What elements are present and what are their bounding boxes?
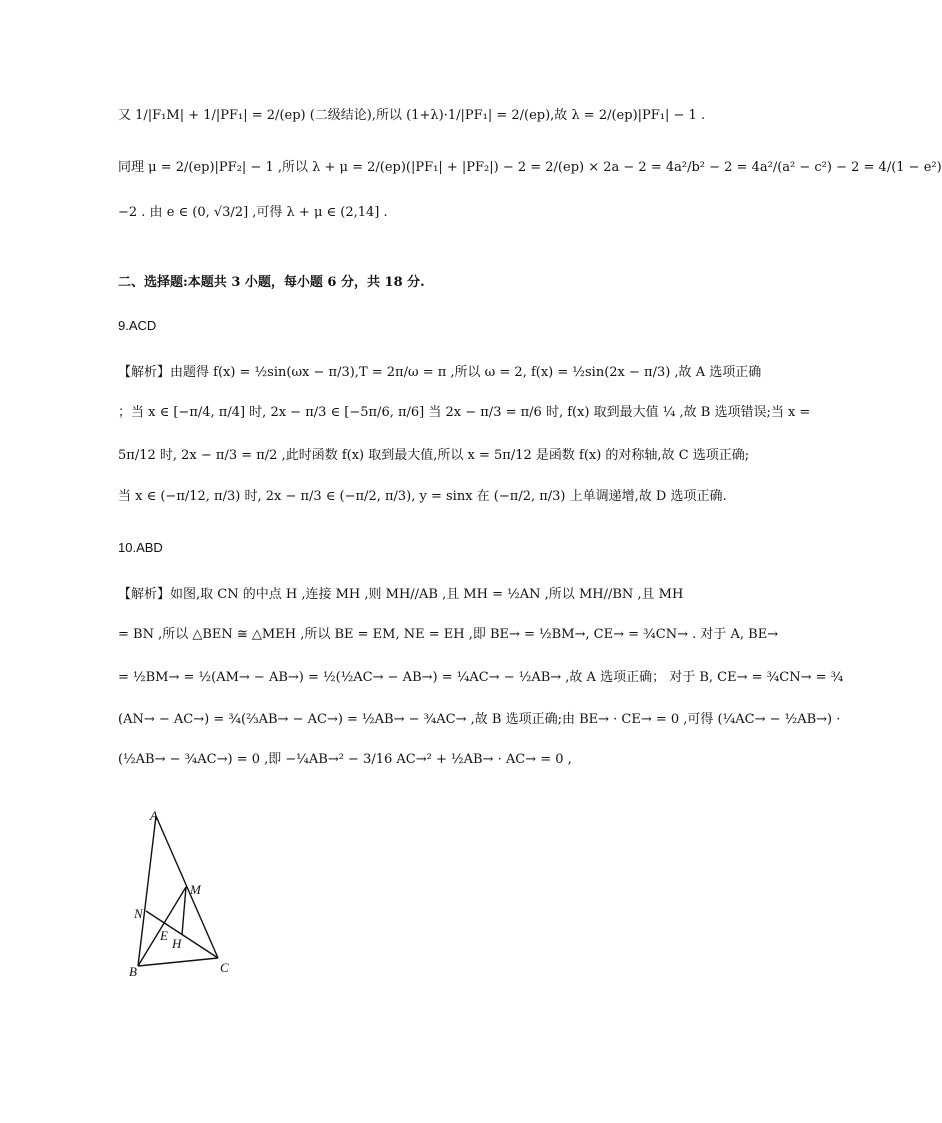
- line-3: −2 . 由 e ∈ (0, √3/2] ,可得 λ + μ ∈ (2,14] .: [118, 205, 388, 220]
- segment-MH: [182, 887, 186, 935]
- line-6: 【解析】由题得 f(x) = ½sin(ωx − π/3),T = 2π/ω = π ,所以 ω = 2, f(x) = ½sin(2x − π/3) ,故 A 选项正确: [118, 365, 762, 380]
- line-7: ；当 x ∈ [−π/4, π/4] 时, 2x − π/3 ∈ [−5π/6, π/6] 当 2x − π/3 = π/6 时, f(x) 取到最大值 ¼ ,故 B 选项错误;当 x =: [118, 405, 811, 420]
- label-E: E: [160, 928, 168, 943]
- label-C: C: [220, 960, 229, 975]
- line-15: (½AB→ − ¾AC→) = 0 ,即 −¼AB→² − 3/16 AC→² + ½AB→ · AC→ = 0 ,: [118, 752, 572, 767]
- segment-BC: [138, 958, 218, 966]
- answer-10: 10.ABD: [118, 540, 163, 555]
- label-A: A: [150, 808, 158, 823]
- line-12: = BN ,所以 △BEN ≅ △MEH ,所以 BE = EM, NE = EH ,即 BE→ = ½BM→, CE→ = ¾CN→ . 对于 A, BE→: [118, 627, 779, 642]
- line-8: 5π/12 时, 2x − π/3 = π/2 ,此时函数 f(x) 取到最大值,所以 x = 5π/12 是函数 f(x) 的对称轴,故 C 选项正确;: [118, 448, 750, 463]
- line-14: (AN→ − AC→) = ¾(⅔AB→ − AC→) = ½AB→ − ¾AC→ ,故 B 选项正确;由 BE→ · CE→ = 0 ,可得 (¼AC→ − ½AB→) ·: [118, 712, 841, 727]
- section-heading: 二、选择题:本题共 3 小题，每小题 6 分，共 18 分.: [118, 275, 425, 290]
- line-9: 当 x ∈ (−π/12, π/3) 时, 2x − π/3 ∈ (−π/2, π/3), y = sinx 在 (−π/2, π/3) 上单调递增,故 D 选项正确.: [118, 489, 727, 504]
- line-1: 又 1/|F₁M| + 1/|PF₁| = 2/(ep) (二级结论),所以 (1+λ)·1/|PF₁| = 2/(ep),故 λ = 2/(ep)|PF₁| − 1 .: [118, 108, 706, 123]
- segment-BM: [138, 887, 186, 966]
- line-2: 同理 μ = 2/(ep)|PF₂| − 1 ,所以 λ + μ = 2/(ep)(|PF₁| + |PF₂|) − 2 = 2/(ep) × 2a − 2 = 4a²/b² − 2 = 4a²/(a² − c²) − 2 = 4/(1 − e²): [118, 160, 942, 175]
- label-B: B: [129, 964, 137, 979]
- answer-9: 9.ACD: [118, 318, 157, 333]
- segment-AB: [138, 816, 156, 966]
- label-H: H: [172, 936, 182, 951]
- label-N: N: [134, 906, 143, 921]
- triangle-figure: [120, 805, 260, 985]
- label-M: M: [190, 882, 201, 897]
- line-11: 【解析】如图,取 CN 的中点 H ,连接 MH ,则 MH//AB ,且 MH = ½AN ,所以 MH//BN ,且 MH: [118, 587, 684, 602]
- line-13: = ½BM→ = ½(AM→ − AB→) = ½(½AC→ − AB→) = ¼AC→ − ½AB→ ,故 A 选项正确； 对于 B, CE→ = ¾CN→ = ¾: [118, 670, 844, 685]
